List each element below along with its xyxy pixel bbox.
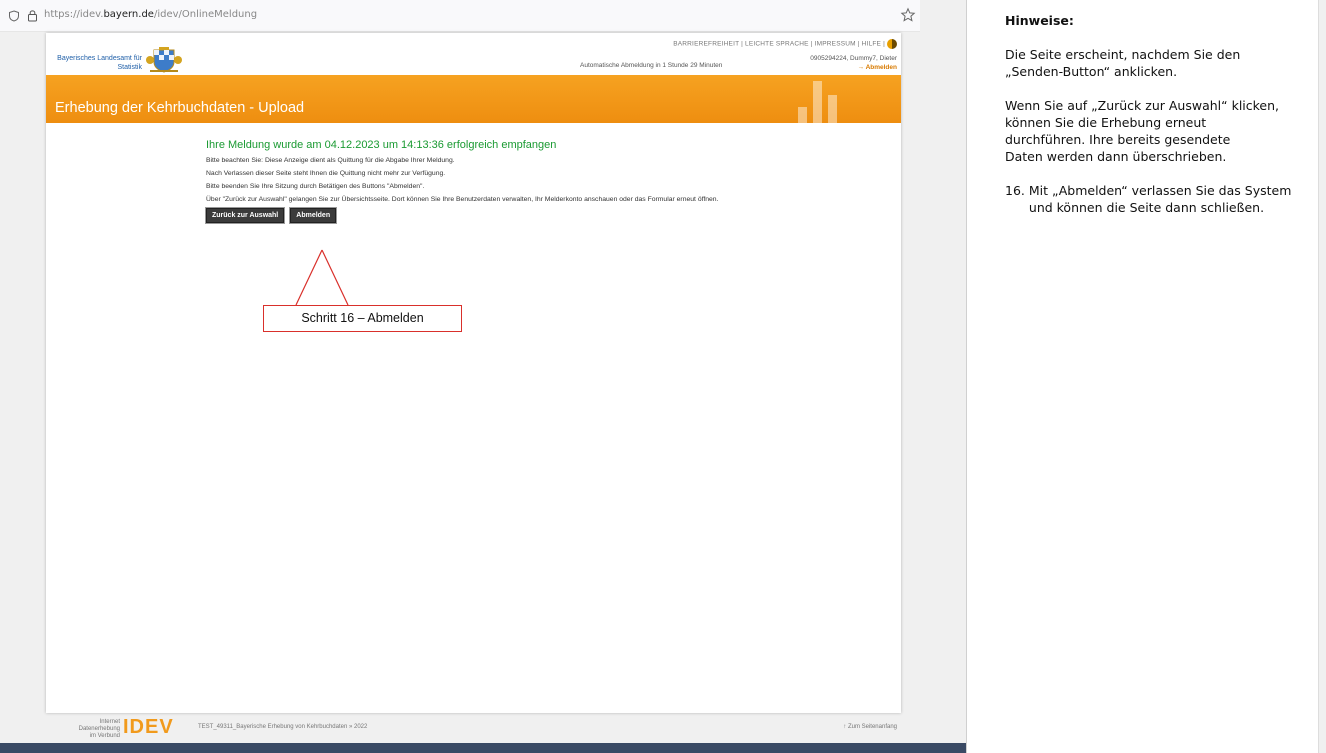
logo-line-2: Statistik xyxy=(117,64,142,71)
top-links[interactable] xyxy=(673,39,897,49)
shield-icon[interactable] xyxy=(8,10,20,22)
url-prefix: https://idev. xyxy=(44,9,104,20)
note-line: Bitte beenden Sie Ihre Sitzung durch Betätigen des Buttons "Abmelden". xyxy=(206,183,425,190)
user-info: 0905294224, Dummy7, Dieter xyxy=(810,55,897,62)
banner-decor-bar xyxy=(828,95,837,123)
address-bar[interactable] xyxy=(0,0,920,32)
logo-line-1: Bayerisches Landesamt für xyxy=(57,55,142,62)
hint-paragraph: Die Seite erscheint, nachdem Sie den „Senden-Button“ anklicken. xyxy=(1005,47,1241,79)
hint-step-number: 16. xyxy=(1005,183,1025,198)
hint-step xyxy=(1005,182,1315,216)
note-line: Nach Verlassen dieser Seite steht Ihnen die Quittung nicht mehr zur Verfügung. xyxy=(206,170,446,177)
bavarian-crest-logo[interactable] xyxy=(146,46,182,74)
contrast-icon[interactable] xyxy=(887,39,897,49)
hint-step-text: Mit „Abmelden“ verlassen Sie das System und können die Seite dann schließen. xyxy=(1028,183,1292,215)
hints-title: Hinweise: xyxy=(1005,13,1074,28)
top-links-text: BARRIEREFREIHEIT | LEICHTE SPRACHE | IMPRESSUM | HILFE | xyxy=(673,40,885,48)
footer-inet-label xyxy=(63,719,120,740)
hints-panel xyxy=(1005,12,1315,216)
hint-paragraph: Wenn Sie auf „Zurück zur Auswahl“ klicken, können Sie die Erhebung erneut durchführen. Ihre bereits gesendete Daten werden dann überschrieben. xyxy=(1005,98,1280,164)
back-to-top-link[interactable]: ↑ Zum Seitenanfang xyxy=(843,724,897,730)
page-title: Erhebung der Kehrbuchdaten - Upload xyxy=(55,100,305,116)
right-edge-strip xyxy=(1318,0,1326,753)
logout-link[interactable]: → Abmelden xyxy=(857,64,897,71)
website-page xyxy=(46,33,901,713)
footer-inet-line-2: im Verbund xyxy=(89,733,120,739)
idev-logo[interactable]: IDEV xyxy=(123,716,174,738)
note-line: Über "Zurück zur Auswahl" gelangen Sie zur Übersichtsseite. Dort können Sie Ihre Benutzerdaten verwalten, Ihr Melderkonto anschauen oder das Formular erneut öffnen. xyxy=(206,196,719,203)
footer-inet-line-1: Internet Datenerhebung xyxy=(78,719,120,732)
step-callout: Schritt 16 – Abmelden xyxy=(263,305,462,332)
note-line: Bitte beachten Sie: Diese Anzeige dient als Quittung für die Abgabe Ihrer Meldung. xyxy=(206,157,455,164)
bookmark-star-icon[interactable] xyxy=(900,7,916,23)
url-path: /idev/OnlineMeldung xyxy=(153,9,258,20)
site-footer xyxy=(46,716,901,738)
url-text[interactable] xyxy=(44,9,257,20)
button-row xyxy=(206,208,896,223)
main-content xyxy=(206,139,896,223)
url-domain: bayern.de xyxy=(103,9,154,20)
page-banner xyxy=(46,75,901,123)
taskbar-strip xyxy=(0,743,967,753)
banner-decor-bar xyxy=(813,81,822,123)
banner-decor-bar xyxy=(798,107,807,123)
logo-text[interactable] xyxy=(46,54,142,72)
auto-logout-info: Automatische Abmeldung in 1 Stunde 29 Minuten xyxy=(580,62,723,69)
lock-icon[interactable] xyxy=(27,9,38,22)
back-to-selection-button[interactable]: Zurück zur Auswahl xyxy=(206,208,284,223)
logout-button[interactable]: Abmelden xyxy=(290,208,336,223)
footer-survey-info: TEST_49311_Bayerische Erhebung von Kehrbuchdaten » 2022 xyxy=(198,724,368,730)
success-message: Ihre Meldung wurde am 04.12.2023 um 14:13:36 erfolgreich empfangen xyxy=(206,139,557,151)
